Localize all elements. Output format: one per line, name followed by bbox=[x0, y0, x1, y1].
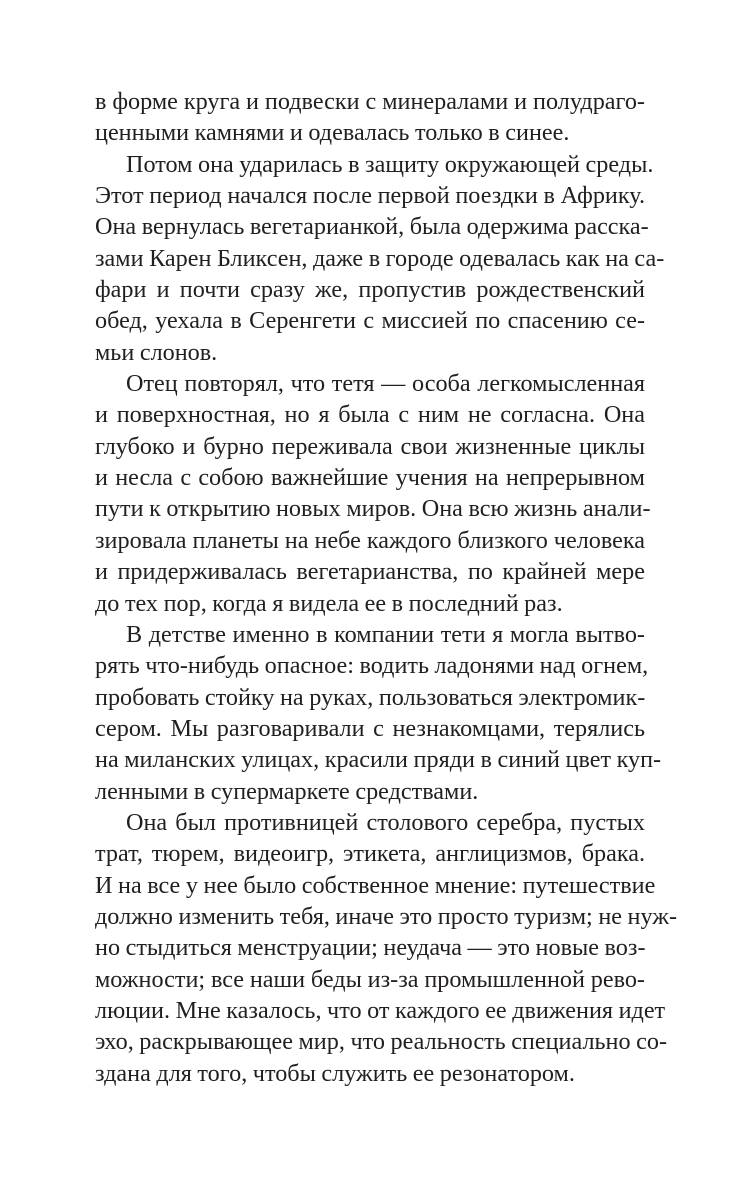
paragraph bbox=[95, 619, 662, 807]
text-line: и несла с собою важнейшие учения на непрерывном bbox=[95, 464, 645, 492]
text-line: Она вернулась вегетарианкой, была одержима расска- bbox=[95, 213, 649, 241]
text-line: но стыдиться менструации; неудача — это новые воз- bbox=[95, 934, 646, 962]
text-line: в форме круга и подвески с минералами и полудраго- bbox=[95, 88, 645, 115]
text-line: и поверхностная, но я была с ним не согласна. Она bbox=[95, 401, 645, 429]
text-line: Она был противницей столового серебра, пустых bbox=[126, 808, 645, 836]
text-line: ленными в супермаркете средствами. bbox=[95, 777, 479, 805]
paragraph bbox=[95, 807, 678, 1089]
text-line: эхо, раскрывающее мир, что реальность специально со- bbox=[95, 1028, 668, 1056]
text-line: до тех пор, когда я видела ее в последний раз. bbox=[95, 589, 563, 617]
text-line: зами Карен Бликсен, даже в городе одевалась как на са- bbox=[95, 244, 665, 272]
text-line: фари и почти сразу же, пропустив рождественский bbox=[95, 276, 645, 304]
text-line: мьи слонов. bbox=[95, 338, 218, 366]
text-line: должно изменить тебя, иначе это просто туризм; не нуж- bbox=[95, 902, 678, 930]
text-line: Отец повторял, что тетя — особа легкомысленная bbox=[126, 370, 645, 398]
paragraph bbox=[95, 149, 665, 368]
text-line: сером. Мы разговаривали с незнакомцами, терялись bbox=[95, 714, 645, 742]
paragraph bbox=[95, 368, 651, 619]
text-line: ценными камнями и одевалась только в синее. bbox=[95, 119, 570, 147]
text-line: И на все у нее было собственное мнение: путешествие bbox=[95, 871, 656, 899]
text-line: пути к открытию новых миров. Она всю жизнь анали- bbox=[95, 495, 651, 523]
book-page bbox=[95, 86, 678, 1089]
text-line: на миланских улицах, красили пряди в синий цвет куп- bbox=[95, 746, 662, 774]
text-line: зировала планеты на небе каждого близкого человека bbox=[95, 526, 645, 554]
text-line: Этот период начался после первой поездки в Африку. bbox=[95, 182, 645, 210]
text-line: трат, тюрем, видеоигр, этикета, англицизмов, брака. bbox=[95, 840, 645, 868]
paragraph bbox=[95, 86, 645, 149]
text-line: и придерживалась вегетарианства, по крайней мере bbox=[95, 558, 645, 586]
text-line: рять что-нибудь опасное: водить ладонями над огнем, bbox=[95, 652, 649, 680]
text-line: В детстве именно в компании тети я могла вытво- bbox=[126, 620, 645, 648]
text-line: Потом она ударилась в защиту окружающей среды. bbox=[126, 150, 654, 178]
text-line: здана для того, чтобы служить ее резонатором. bbox=[95, 1059, 575, 1087]
text-line: можности; все наши беды из-за промышленной рево- bbox=[95, 965, 645, 993]
text-line: люции. Мне казалось, что от каждого ее движения идет bbox=[95, 996, 666, 1024]
text-line: пробовать стойку на руках, пользоваться электромик- bbox=[95, 683, 646, 711]
text-line: глубоко и бурно переживала свои жизненные циклы bbox=[95, 432, 645, 460]
text-line: обед, уехала в Серенгети с миссией по спасению се- bbox=[95, 307, 645, 335]
